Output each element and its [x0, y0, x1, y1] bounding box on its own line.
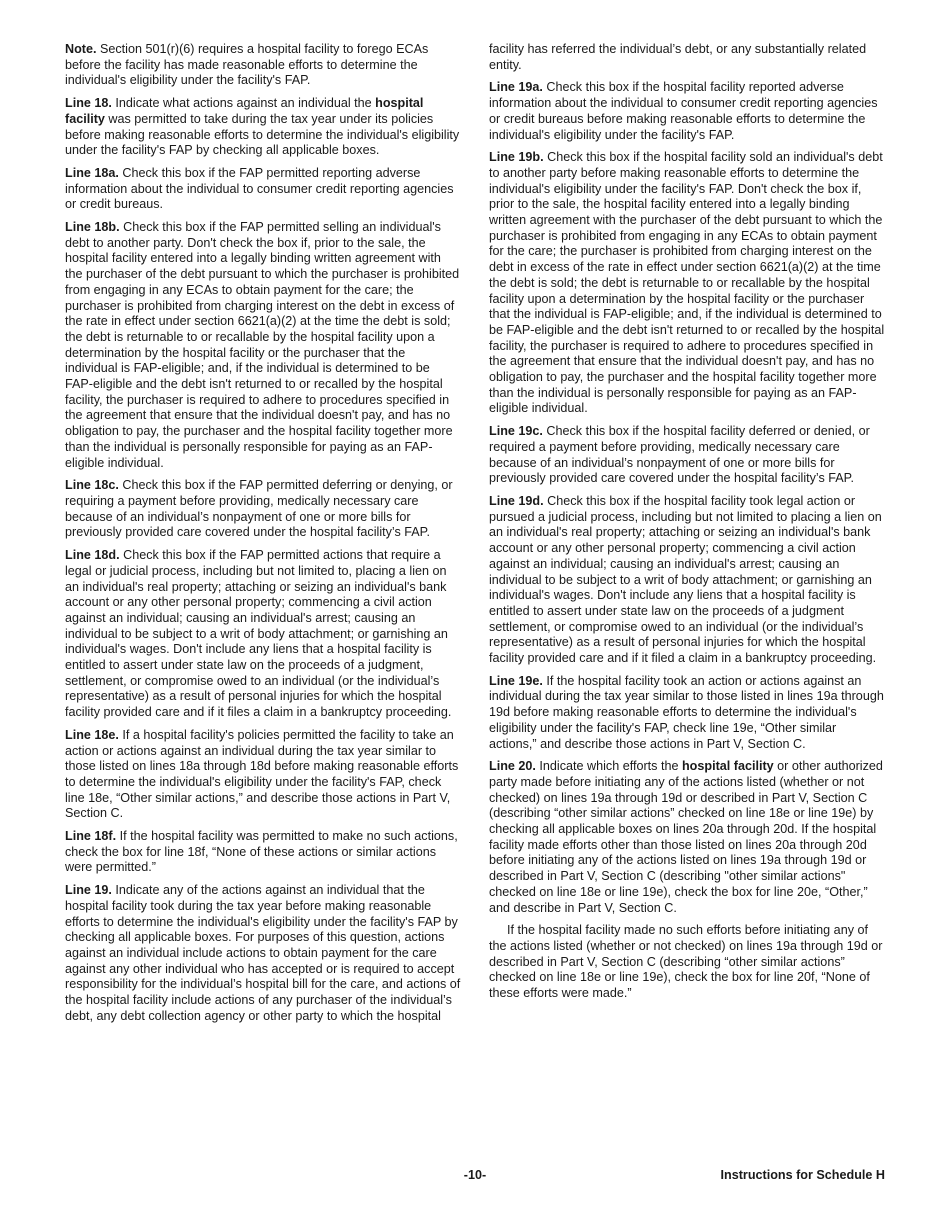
paragraph-text: Check this box if the FAP permitted actions that require a legal or judicial process, including but not limited to, placing a lien on an individual's real property; attaching or seizing an individual's bank account or any other personal property; commencing a civil action against an individual; causing an individual's arrest; causing an individual to be subject to a writ of body attachment; or garnishing an individual's wages. Don't include any liens that a hospital facility is entitled to assert under state law on the proceeds of a judgment, settlement, or compromise owed to an individual (or the individual’s representative) as a result of personal injuries for which the hospital facility provided care and if it files a claim in a bankruptcy proceeding. — [65, 548, 452, 720]
paragraph-text: If a hospital facility's policies permitted the facility to take an action or actions against an individual during the tax year similar to those listed on lines 18a through 18d before making reasonable efforts to determine the individual's eligibility under the facility's FAP, check line 18e, “Other similar actions,” and describe those actions in Part V, Section C. — [65, 727, 459, 821]
line-19c-paragraph — [489, 424, 885, 487]
paragraph-lead: Line 18. — [65, 96, 112, 111]
line-19-paragraph — [65, 883, 461, 1024]
paragraph-lead: Line 19b. — [489, 150, 544, 165]
page-number: -10- — [463, 1168, 487, 1182]
paragraph-lead: Line 18a. — [65, 165, 119, 180]
paragraph-text: Indicate what actions against an individual the — [111, 96, 376, 111]
page-footer — [65, 1168, 885, 1186]
paragraph-text: Check this box if the FAP permitted selling an individual's debt to another party. Don't check the box if, prior to the sale, the hospital facility entered into a legally binding written agreement with the purchaser of the debt pursuant to which the purchaser is prohibited from engaging in any ECAs to obtain payment for the care; the purchaser is prohibited from charging interest on the debt in excess of the rate in effect under section 6621(a)(2) at the time the debt is sold; the debt is returnable to or recallable by the hospital facility upon a determination by the hospital facility or the purchaser that the individual is FAP-eligible; and, if the individual is determined to be FAP-eligible and the debt isn't returned to or recalled by the hospital facility, the purchaser is required to adhere to procedures specified in the agreement that ensure that the individual doesn't pay, and has no obligation to pay, the purchaser and the hospital facility together more than the individual is personally responsible for paying as an FAP-eligible individual. — [65, 220, 460, 470]
paragraph-lead: Line 18c. — [65, 478, 119, 493]
paragraph-text: Indicate any of the actions against an individual that the hospital facility took during the tax year before making reasonable efforts to determine the individual's eligibility under the facility's FAP by checking all applicable boxes. For purposes of this question, actions against an individual include actions to obtain payment for the care against any other individual who has accepted or is required to accept responsibility for the individual’s hospital bill for the care, and actions of the hospital facility include actions of any purchaser of the individual’s debt, any debt collection agency or other party to which the hospital — [65, 883, 461, 1023]
continued-paragraph — [489, 42, 885, 73]
paragraph-lead: Line 19a. — [489, 80, 543, 95]
paragraph-text: Check this box if the hospital facility deferred or denied, or required a payment before providing, medically necessary care because of an individual’s nonpayment of one or more bills for previously provided care covered under the hospital facility’s FAP. — [489, 424, 870, 486]
note-paragraph — [65, 42, 461, 89]
paragraph-text: facility has referred the individual’s debt, or any substantially related entity. — [489, 42, 867, 72]
paragraph-lead: Line 19e. — [489, 673, 543, 688]
line-18d-paragraph — [65, 548, 461, 721]
line-19d-paragraph — [489, 494, 885, 667]
line-20-paragraph — [489, 759, 885, 916]
paragraph-lead: Line 18f. — [65, 829, 117, 844]
right-column — [489, 42, 885, 1009]
paragraph-text: Check this box if the FAP permitted deferring or denying, or requiring a payment before providing, medically necessary care because of an individual’s nonpayment of one or more bills for previously provided care covered under the hospital facility’s FAP. — [65, 478, 453, 540]
paragraph-text: If the hospital facility made no such efforts before initiating any of the actions listed (whether or not checked) on lines 19a through 19d or described in Part V, Section C (describing “other similar actions” checked on line 18e or line 19e), check the box for line 20f, “None of these efforts were made.” — [489, 923, 883, 1001]
paragraph-emphasis: hospital facility — [681, 759, 774, 774]
footer-title: Instructions for Schedule H — [720, 1168, 885, 1182]
line-18c-paragraph — [65, 478, 461, 541]
line-19e-paragraph — [489, 674, 885, 753]
line-18a-paragraph — [65, 166, 461, 213]
line-18b-paragraph — [65, 220, 461, 471]
paragraph-lead: Line 19. — [65, 883, 112, 898]
paragraph-text: Check this box if the hospital facility reported adverse information about the individual to consumer credit reporting agencies or credit bureaus before making reasonable efforts to determine the individual's eligibility under the facility's FAP. — [489, 80, 878, 142]
left-column — [65, 42, 461, 1031]
paragraph-lead: Line 19c. — [489, 424, 543, 439]
paragraph-lead: Note. — [65, 42, 97, 56]
paragraph-text: If the hospital facility took an action or actions against an individual during the tax year similar to those listed in lines 19a through 19d before making reasonable efforts to determine the individual's eligibility under the facility's FAP, check line 19e, “Other similar actions,” and describe those actions in Part V, Section C. — [489, 673, 884, 751]
paragraph-text: Check this box if the hospital facility took legal action or pursued a judicial process, including but not limited to placing a lien on an individual's real property; attaching or seizing an individual's bank account or any other personal property; commencing a civil action against an individual; causing an individual's arrest; causing an individual to be subject to a writ of body attachment; or garnishing an individual's wages. Don't include any liens that a hospital facility is entitled to assert under state law on the proceeds of a judgment settlement, or compromise owed to an individual (or the individual’s representative) as a result of personal injuries for which the hospital facility provided care and if it filed a claim in a bankruptcy proceeding. — [489, 493, 882, 666]
line-20-continued-paragraph — [489, 923, 885, 1002]
line-18-paragraph — [65, 96, 461, 159]
paragraph-lead: Line 20. — [489, 759, 536, 774]
paragraph-lead: Line 18d. — [65, 548, 120, 563]
paragraph-lead: Line 18e. — [65, 727, 119, 742]
paragraph-text: Check this box if the FAP permitted reporting adverse information about the individual to consumer credit reporting agencies or credit bureaus. — [65, 165, 454, 212]
paragraph-lead: Line 19d. — [489, 493, 544, 508]
paragraph-text: Check this box if the hospital facility sold an individual's debt to another party before making reasonable efforts to determine the individual's eligibility under the facility's FAP. Don't check the box if, prior to the sale, the hospital facility entered into a legally binding written agreement with the purchaser of the debt pursuant to which the purchaser is prohibited from engaging in any ECAs to obtain payment for the care; the purchaser is prohibited from charging interest on the debt in excess of the rate in effect under section 6621(a)(2) at the time the debt is sold; the debt is returnable to or recallable by the hospital facility upon a determination by the hospital facility or the purchaser that the individual is FAP-eligible; and, if the individual is determined to be FAP-eligible and the debt isn't returned to or recalled by the hospital facility, the purchaser is required to adhere to procedures specified in the agreement that ensure that the individual doesn't pay, and has no obligation to pay, the purchaser and the hospital facility together more than the individual is personally responsible for paying as an FAP-eligible individual. — [489, 150, 885, 416]
paragraph-lead: Line 18b. — [65, 220, 120, 235]
line-19b-paragraph — [489, 150, 885, 417]
paragraph-text: Indicate which efforts the — [535, 759, 682, 774]
paragraph-text: If the hospital facility was permitted to make no such actions, check the box for line 18f, “None of these actions or similar actions were permitted.” — [65, 829, 458, 875]
line-18f-paragraph — [65, 829, 461, 876]
paragraph-text: Section 501(r)(6) requires a hospital facility to forego ECAs before the facility has made reasonable efforts to determine the individual's eligibility under the facility's FAP. — [65, 42, 429, 88]
line-18e-paragraph — [65, 728, 461, 822]
paragraph-text: was permitted to take during the tax year under its policies before making reasonable efforts to determine the individual's eligibility under the facility's FAP by checking all applicable boxes. — [65, 111, 460, 158]
paragraph-emphasis: hospital facility — [65, 96, 424, 126]
paragraph-text: or other authorized party made before initiating any of the actions listed (whether or not checked) on lines 19a through 19d or described in Part V, Section C (describing “other similar actions” checked on line 18e or line 19e) by checking all applicable boxes on lines 20a through 20d. If the hospital facility made efforts other than those listed on lines 20a through 20d before initiating any of the actions listed on lines 19a through 19d or described in Part V, Section C (describing "other similar actions" checked on line 18e or line 19e), check the box for line 20e, “Other,” and describe in Part V, Section C. — [489, 759, 883, 915]
line-19a-paragraph — [489, 80, 885, 143]
